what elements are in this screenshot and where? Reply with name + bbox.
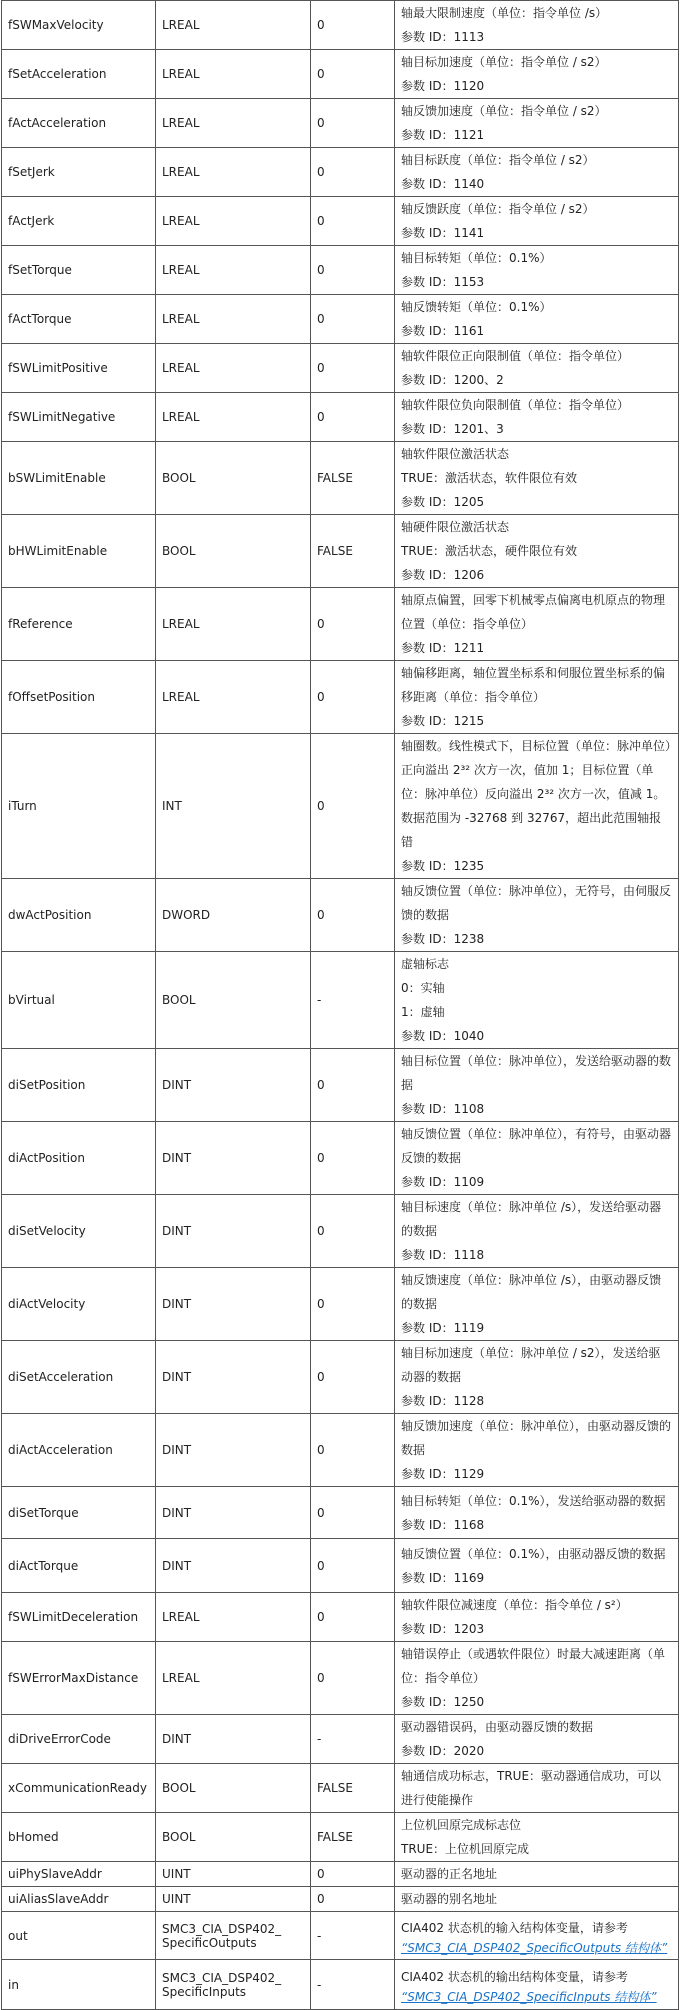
description-line: 轴软件限位负向限制值（单位：指令单位） — [401, 398, 630, 412]
param-type-cell: LREAL — [156, 393, 311, 442]
param-default-cell: 0 — [311, 1539, 395, 1593]
param-default-cell: 0 — [311, 1122, 395, 1195]
description-line: 虚轴标志 — [401, 957, 450, 971]
param-type-cell: LREAL — [156, 246, 311, 295]
description-line: 参数 ID：1153 — [401, 275, 485, 289]
param-description-cell — [395, 734, 679, 879]
param-default-cell: - — [311, 1960, 395, 2010]
param-description-cell — [395, 515, 679, 588]
description-line: 1：虚轴 — [401, 1005, 445, 1019]
description-line: 参数 ID：1141 — [401, 226, 485, 240]
description-line: 参数 ID：1119 — [401, 1321, 485, 1335]
table-row — [2, 661, 679, 734]
param-type-cell: LREAL — [156, 148, 311, 197]
param-name-cell: in — [2, 1960, 156, 2010]
table-row — [2, 442, 679, 515]
param-description-cell — [395, 1487, 679, 1539]
param-type-cell: LREAL — [156, 1642, 311, 1715]
table-row — [2, 1593, 679, 1642]
reference-link[interactable]: “SMC3_CIA_DSP402_SpecificInputs 结构体” — [401, 1989, 657, 2004]
param-default-cell: 0 — [311, 99, 395, 148]
param-description-cell — [395, 246, 679, 295]
description-line: TRUE：激活状态，硬件限位有效 — [401, 544, 578, 558]
description-line: 轴错误停止（或遇软件限位）时最大减速距离（单位：指令单位） — [401, 1647, 666, 1685]
param-name-cell: fSWErrorMaxDistance — [2, 1642, 156, 1715]
description-line: TRUE：激活状态，软件限位有效 — [401, 471, 578, 485]
reference-link[interactable]: “SMC3_CIA_DSP402_SpecificOutputs 结构体” — [401, 1940, 668, 1955]
description-line: 轴反馈位置（单位：0.1%），由驱动器反馈的数据 — [401, 1546, 666, 1561]
table-row — [2, 1268, 679, 1341]
param-type-cell: UINT — [156, 1887, 311, 1912]
param-description-cell — [395, 1764, 679, 1813]
description-line: 轴目标加速度（单位：脉冲单位 / s2），发送给驱动器的数据 — [401, 1346, 661, 1384]
param-type-cell: LREAL — [156, 661, 311, 734]
param-description-cell — [395, 1268, 679, 1341]
description-line: 轴软件限位正向限制值（单位：指令单位） — [401, 349, 630, 363]
param-default-cell: 0 — [311, 1, 395, 50]
param-type-cell: DINT — [156, 1414, 311, 1487]
param-name-cell: diSetPosition — [2, 1049, 156, 1122]
description-line: 轴目标跃度（单位：指令单位 / s2） — [401, 153, 595, 167]
table-row — [2, 1122, 679, 1195]
param-default-cell: 0 — [311, 1487, 395, 1539]
table-row — [2, 197, 679, 246]
param-default-cell: 0 — [311, 1049, 395, 1122]
description-line: 参数 ID：1205 — [401, 495, 485, 509]
description-line: 轴反馈速度（单位：脉冲单位 /s），由驱动器反馈的数据 — [401, 1273, 662, 1311]
description-line: 轴原点偏置，回零下机械零点偏离电机原点的物理位置（单位：指令单位） — [401, 593, 666, 631]
param-default-cell: 0 — [311, 1642, 395, 1715]
description-line: 轴反馈位置（单位：脉冲单位），有符号，由驱动器反馈的数据 — [401, 1127, 672, 1165]
param-name-cell: fSWLimitDeceleration — [2, 1593, 156, 1642]
param-description-cell — [395, 1642, 679, 1715]
description-line: 参数 ID：1040 — [401, 1029, 485, 1043]
param-description-cell — [395, 1912, 679, 1960]
description-line: 参数 ID：1238 — [401, 932, 485, 946]
param-name-cell: fActTorque — [2, 295, 156, 344]
param-name-cell: bSWLimitEnable — [2, 442, 156, 515]
param-description-cell — [395, 1715, 679, 1764]
param-default-cell: 0 — [311, 1862, 395, 1887]
description-line: 轴软件限位减速度（单位：指令单位 / s²） — [401, 1598, 628, 1612]
table-row — [2, 1414, 679, 1487]
param-type-cell: DINT — [156, 1341, 311, 1414]
param-default-cell: 0 — [311, 1341, 395, 1414]
param-description-cell — [395, 1887, 679, 1912]
param-type-cell: LREAL — [156, 197, 311, 246]
description-line: 轴反馈跃度（单位：指令单位 / s2） — [401, 202, 595, 216]
description-line: 驱动器错误码，由驱动器反馈的数据 — [401, 1720, 594, 1734]
param-description-cell — [395, 588, 679, 661]
param-name-cell: fOffsetPosition — [2, 661, 156, 734]
param-name-cell: iTurn — [2, 734, 156, 879]
param-default-cell: FALSE — [311, 515, 395, 588]
param-type-cell: SMC3_CIA_DSP402_ SpecificInputs — [156, 1960, 311, 2010]
table-row — [2, 1887, 679, 1912]
param-description-cell — [395, 879, 679, 952]
param-name-cell: fActJerk — [2, 197, 156, 246]
param-description-cell — [395, 1539, 679, 1593]
param-name-cell: bHomed — [2, 1813, 156, 1862]
param-name-cell: bVirtual — [2, 952, 156, 1049]
param-type-cell: LREAL — [156, 99, 311, 148]
param-type-cell: DINT — [156, 1539, 311, 1593]
description-line: 上位机回原完成标志位 — [401, 1818, 522, 1832]
description-line: 参数 ID：1200、2 — [401, 373, 504, 387]
param-type-cell: BOOL — [156, 952, 311, 1049]
param-description-cell — [395, 1414, 679, 1487]
param-description-cell — [395, 1, 679, 50]
description-line: 参数 ID：1168 — [401, 1517, 485, 1532]
table-row — [2, 148, 679, 197]
param-name-cell: xCommunicationReady — [2, 1764, 156, 1813]
param-description-cell — [395, 1862, 679, 1887]
description-line: 参数 ID：1129 — [401, 1467, 485, 1481]
param-name-cell: fReference — [2, 588, 156, 661]
table-row — [2, 1539, 679, 1593]
table-row — [2, 344, 679, 393]
param-name-cell: fActAcceleration — [2, 99, 156, 148]
description-line: 参数 ID：1169 — [401, 1570, 485, 1585]
description-line: 轴反馈加速度（单位：指令单位 / s2） — [401, 104, 607, 118]
param-name-cell: fSetJerk — [2, 148, 156, 197]
description-line: 参数 ID：1118 — [401, 1248, 485, 1262]
description-line: TRUE：上位机回原完成 — [401, 1842, 530, 1856]
param-name-cell: uiPhySlaveAddr — [2, 1862, 156, 1887]
param-description-cell — [395, 661, 679, 734]
table-row — [2, 879, 679, 952]
param-name-cell: diDriveErrorCode — [2, 1715, 156, 1764]
param-description-cell — [395, 442, 679, 515]
description-line: 参数 ID：1215 — [401, 714, 485, 728]
table-row — [2, 1960, 679, 2010]
description-line: 轴反馈位置（单位：脉冲单位），无符号，由伺服反馈的数据 — [401, 884, 672, 922]
table-row — [2, 393, 679, 442]
param-default-cell: FALSE — [311, 1813, 395, 1862]
param-type-cell: LREAL — [156, 588, 311, 661]
param-default-cell: 0 — [311, 588, 395, 661]
param-name-cell: fSetAcceleration — [2, 50, 156, 99]
param-default-cell: 0 — [311, 295, 395, 344]
param-description-cell — [395, 344, 679, 393]
param-name-cell: diActVelocity — [2, 1268, 156, 1341]
param-type-cell: LREAL — [156, 50, 311, 99]
param-name-cell: diActTorque — [2, 1539, 156, 1593]
description-line: 轴目标转矩（单位：0.1%） — [401, 251, 552, 265]
param-description-cell — [395, 1341, 679, 1414]
table-row — [2, 295, 679, 344]
description-line: 参数 ID：1201、3 — [401, 422, 504, 436]
param-name-cell: fSWLimitPositive — [2, 344, 156, 393]
param-type-cell: LREAL — [156, 295, 311, 344]
param-default-cell: 0 — [311, 1414, 395, 1487]
description-line: 轴软件限位激活状态 — [401, 447, 510, 461]
param-default-cell: 0 — [311, 661, 395, 734]
param-type-cell: LREAL — [156, 344, 311, 393]
param-name-cell: bHWLimitEnable — [2, 515, 156, 588]
param-default-cell: 0 — [311, 148, 395, 197]
param-default-cell: 0 — [311, 1593, 395, 1642]
table-row — [2, 50, 679, 99]
description-line: 参数 ID：1113 — [401, 30, 485, 44]
table-row — [2, 588, 679, 661]
param-type-cell: BOOL — [156, 1764, 311, 1813]
param-description-cell — [395, 1960, 679, 2010]
param-name-cell: uiAliasSlaveAddr — [2, 1887, 156, 1912]
description-line: 轴圈数。线性模式下，目标位置（单位：脉冲单位）正向溢出 2³² 次方一次，值加 1；目标位置（单位：脉冲单位）反向溢出 2³² 次方一次，值减 1。数据范围为 -32768 到 32767，超出此范围轴报错 — [401, 739, 672, 849]
param-type-cell: INT — [156, 734, 311, 879]
param-name-cell: out — [2, 1912, 156, 1960]
description-line: CIA402 状态机的输入结构体变量，请参考 — [401, 1920, 628, 1935]
param-default-cell: - — [311, 1912, 395, 1960]
description-line: 参数 ID：1121 — [401, 128, 485, 142]
param-name-cell: fSWMaxVelocity — [2, 1, 156, 50]
description-line: 轴通信成功标志，TRUE：驱动器通信成功，可以进行使能操作 — [401, 1769, 662, 1807]
param-type-cell: UINT — [156, 1862, 311, 1887]
table-row — [2, 1862, 679, 1887]
description-line: 参数 ID：1140 — [401, 177, 485, 191]
param-description-cell — [395, 50, 679, 99]
param-name-cell: fSetTorque — [2, 246, 156, 295]
param-description-cell — [395, 1813, 679, 1862]
description-line: 轴目标加速度（单位：指令单位 / s2） — [401, 55, 607, 69]
table-body — [2, 1, 679, 2010]
param-type-cell: SMC3_CIA_DSP402_ SpecificOutputs — [156, 1912, 311, 1960]
param-type-cell: DINT — [156, 1195, 311, 1268]
table-row — [2, 99, 679, 148]
param-default-cell: 0 — [311, 393, 395, 442]
param-description-cell — [395, 952, 679, 1049]
param-default-cell: 0 — [311, 1887, 395, 1912]
param-description-cell — [395, 197, 679, 246]
description-line: 参数 ID：1108 — [401, 1102, 485, 1116]
param-default-cell: 0 — [311, 344, 395, 393]
param-default-cell: 0 — [311, 1195, 395, 1268]
param-description-cell — [395, 295, 679, 344]
table-row — [2, 1642, 679, 1715]
param-default-cell: 0 — [311, 734, 395, 879]
param-type-cell: DWORD — [156, 879, 311, 952]
param-type-cell: LREAL — [156, 1593, 311, 1642]
param-name-cell: diSetAcceleration — [2, 1341, 156, 1414]
param-type-cell: DINT — [156, 1268, 311, 1341]
table-row — [2, 515, 679, 588]
param-type-cell: DINT — [156, 1049, 311, 1122]
param-default-cell: - — [311, 1715, 395, 1764]
param-name-cell: diActAcceleration — [2, 1414, 156, 1487]
table-row — [2, 952, 679, 1049]
table-row — [2, 1195, 679, 1268]
description-line: 参数 ID：2020 — [401, 1744, 485, 1758]
description-line: 轴硬件限位激活状态 — [401, 520, 510, 534]
description-line: 轴目标转矩（单位：0.1%），发送给驱动器的数据 — [401, 1493, 666, 1508]
param-description-cell — [395, 1195, 679, 1268]
param-type-cell: DINT — [156, 1487, 311, 1539]
description-line: 轴目标速度（单位：脉冲单位 /s），发送给驱动器的数据 — [401, 1200, 662, 1238]
param-name-cell: dwActPosition — [2, 879, 156, 952]
table-row — [2, 1487, 679, 1539]
table-row — [2, 246, 679, 295]
table-row — [2, 1341, 679, 1414]
description-line: 参数 ID：1120 — [401, 79, 485, 93]
description-line: 0：实轴 — [401, 981, 445, 995]
param-description-cell — [395, 99, 679, 148]
param-default-cell: 0 — [311, 1268, 395, 1341]
param-name-cell: diActPosition — [2, 1122, 156, 1195]
param-type-cell: DINT — [156, 1122, 311, 1195]
param-description-cell — [395, 1593, 679, 1642]
description-line: 参数 ID：1206 — [401, 568, 485, 582]
param-default-cell: 0 — [311, 879, 395, 952]
description-line: 轴最大限制速度（单位：指令单位 /s） — [401, 6, 608, 20]
param-default-cell: - — [311, 952, 395, 1049]
param-name-cell: fSWLimitNegative — [2, 393, 156, 442]
table-row — [2, 1049, 679, 1122]
description-line: 轴目标位置（单位：脉冲单位），发送给驱动器的数据 — [401, 1054, 672, 1092]
description-line: 轴偏移距离，轴位置坐标系和伺服位置坐标系的偏移距离（单位：指令单位） — [401, 666, 666, 704]
param-type-cell: DINT — [156, 1715, 311, 1764]
param-name-cell: diSetTorque — [2, 1487, 156, 1539]
description-line: 参数 ID：1211 — [401, 641, 485, 655]
table-row — [2, 1813, 679, 1862]
param-name-cell: diSetVelocity — [2, 1195, 156, 1268]
param-description-cell — [395, 1049, 679, 1122]
param-type-cell: BOOL — [156, 442, 311, 515]
param-type-cell: BOOL — [156, 515, 311, 588]
table-row — [2, 1715, 679, 1764]
param-type-cell: BOOL — [156, 1813, 311, 1862]
param-description-cell — [395, 148, 679, 197]
param-default-cell: FALSE — [311, 1764, 395, 1813]
axis-parameter-table — [1, 0, 679, 2010]
description-line: 参数 ID：1128 — [401, 1394, 485, 1408]
description-line: 驱动器的正名地址 — [401, 1867, 498, 1881]
description-line: 轴反馈加速度（单位：脉冲单位），由驱动器反馈的数据 — [401, 1419, 672, 1457]
param-description-cell — [395, 1122, 679, 1195]
description-line: CIA402 状态机的输出结构体变量，请参考 — [401, 1969, 628, 1984]
table-row — [2, 734, 679, 879]
description-line: 参数 ID：1235 — [401, 859, 485, 873]
description-line: 驱动器的别名地址 — [401, 1892, 498, 1906]
param-default-cell: 0 — [311, 50, 395, 99]
param-default-cell: 0 — [311, 246, 395, 295]
description-line: 参数 ID：1161 — [401, 324, 485, 338]
param-type-cell: LREAL — [156, 1, 311, 50]
param-default-cell: 0 — [311, 197, 395, 246]
param-default-cell: FALSE — [311, 442, 395, 515]
table-row — [2, 1, 679, 50]
table-row — [2, 1764, 679, 1813]
description-line: 参数 ID：1203 — [401, 1622, 485, 1636]
table-row — [2, 1912, 679, 1960]
param-description-cell — [395, 393, 679, 442]
description-line: 参数 ID：1109 — [401, 1175, 485, 1189]
description-line: 轴反馈转矩（单位：0.1%） — [401, 300, 552, 314]
description-line: 参数 ID：1250 — [401, 1695, 485, 1709]
